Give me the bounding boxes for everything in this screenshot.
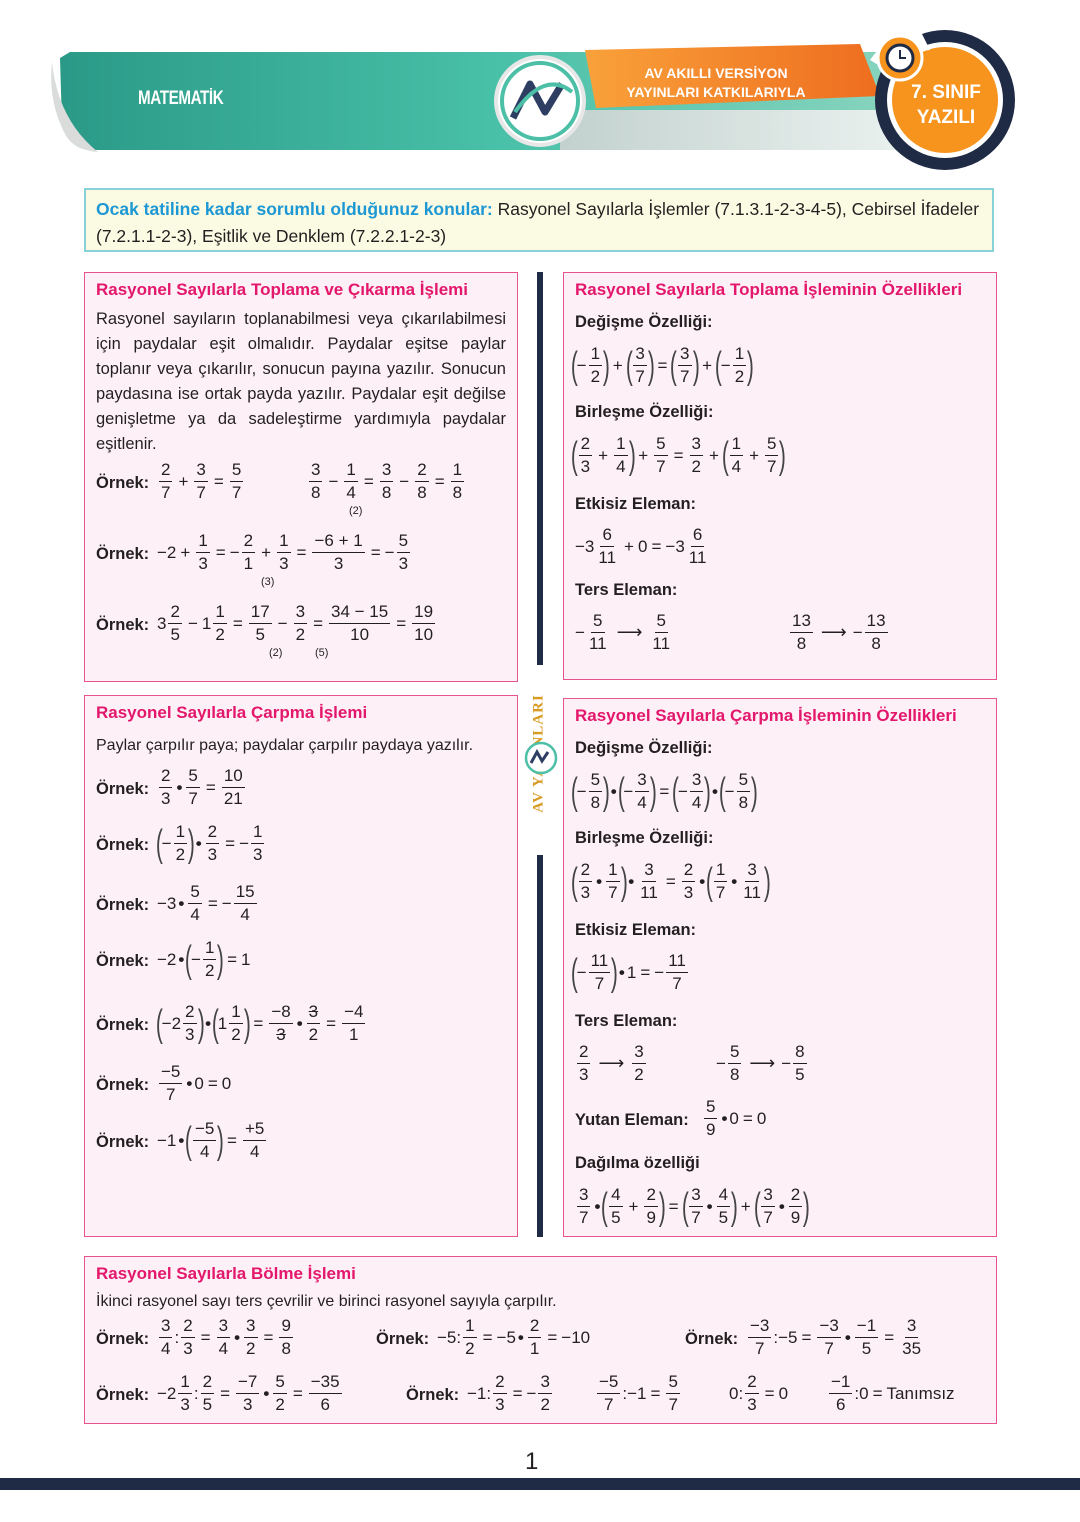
side-logo-icon xyxy=(524,741,558,775)
property-formula: − $\frac{5}{11}$ ⟶ 5 11 xyxy=(575,611,671,653)
example-label: Örnek: xyxy=(96,896,150,914)
page-number: 1 xyxy=(525,1448,539,1475)
publisher-line1: AV AKILLI VERSİYON xyxy=(644,65,788,81)
example-label: Örnek: xyxy=(96,836,150,854)
property-label: Etkisiz Eleman: xyxy=(575,921,697,939)
publisher-line2: YAYINLARI KATKILARIYLA xyxy=(626,84,806,100)
property-formula: 5 9 • 0 = 0 xyxy=(706,1097,767,1139)
grade-line2: YAZILI xyxy=(916,107,976,128)
section-mult xyxy=(84,695,518,1237)
example-formula: −1 : $\frac{2}{3}$ = − $\frac{3}{2}$ xyxy=(467,1372,550,1414)
section-body: Rasyonel sayıların toplanabilmesi veya çıkarılabilmesi için paydalar eşit olmalıdır. Paydalar eşitse paylar toplanır veya çıkarılır, sonucun payına yazılır. Sonucun paydasına ise ortak payda yazılır. Paydalar eşit değilse genişletme ya da sadeleştirme yardımıyla paydalar eşitlenir. xyxy=(96,310,506,453)
property-label: Dağılma özelliği xyxy=(575,1154,700,1172)
section-mult-props xyxy=(563,698,997,1237)
example-label: Örnek: xyxy=(376,1330,430,1348)
property-formula: 3 7 • ( 4 5 + $\frac{2}{9}$ ) = ( 3 7 • 4 5 ) + ( 3 7 • 2 9 ) xyxy=(579,1185,811,1228)
property-formula: ( 2 3 • 1 7 ) • $\frac{3}{11}$ = $\frac{2}{3}$ • ( 1 7 • 3 11 ) xyxy=(570,860,771,903)
property-label: Birleşme Özelliği: xyxy=(575,829,714,847)
example-formula: −3 7 : −5 = $\frac{-3}{7}$ • $\frac{-1}{5}$ = $\frac{3}{35}$ xyxy=(750,1316,922,1358)
side-brand xyxy=(520,665,560,855)
section-add-sub xyxy=(84,272,518,682)
section-div xyxy=(84,1256,997,1424)
topics-lead: Ocak tatiline kadar sorumlu olduğunuz konular: xyxy=(96,199,493,219)
example-label: Örnek: xyxy=(406,1386,460,1404)
example-formula: 0 : $\frac{2}{3}$ = 0 xyxy=(729,1372,789,1414)
expansion-note: (3) xyxy=(261,576,275,588)
example-formula: 2 3 • $\frac{5}{7}$ = $\frac{10}{21}$ xyxy=(161,766,243,808)
undefined-word: Tanımsız xyxy=(886,1383,955,1403)
section-body: İkinci rasyonel sayı ters çevrilir ve birinci rasyonel sayıyla çarpılır. xyxy=(96,1293,557,1310)
example-formula: −2 • ( − $\frac{1}{2}$ ) = 1 xyxy=(157,938,251,981)
property-formula: ( − $\frac{1}{2}$ ) + ( 3 7 ) = ( 3 7 ) + ( − $\frac{1}{2}$ ) xyxy=(570,344,754,387)
property-label: Değişme Özelliği: xyxy=(575,739,713,757)
example-label: Örnek: xyxy=(96,1386,150,1404)
grade-badge xyxy=(898,80,994,130)
expansion-note: (2) xyxy=(269,647,283,659)
grade-line1: 7. SINIF xyxy=(911,82,981,103)
example-label: Örnek: xyxy=(96,616,150,634)
example-label: Örnek: xyxy=(96,1016,150,1034)
example-formula: −5 7 • 0 = 0 xyxy=(161,1062,232,1104)
example-formula: −1 • ( −5 4 ) = $\frac{+5}{4}$ xyxy=(157,1119,265,1162)
example-formula: 3 2 5 − 1 $\frac{1}{2}$ = $\frac{17}{5}$ − $\frac{3}{2}$ = $\frac{34 - 15}{10}$ = $\frac{19}{10}$ xyxy=(157,602,434,644)
property-formula: ( 2 3 + $\frac{1}{4}$ ) + $\frac{5}{7}$ = $\frac{3}{2}$ + ( 1 4 + $\frac{5}{7}$ ) xyxy=(570,434,787,477)
example-formula: −1 6 : 0 = Tanımsız xyxy=(831,1372,955,1414)
subject-label: MATEMATİK xyxy=(138,88,224,109)
example-formula: −2 + $\frac{1}{3}$ = − $\frac{2}{1}$ + $\frac{1}{3}$ = $\frac{-6 + 1}{3}$ = − $\frac{5}{3}$ xyxy=(157,531,409,573)
property-formula: ( − $\frac{5}{8}$ ) • ( − $\frac{3}{4}$ ) = ( − $\frac{3}{4}$ ) • ( − $\frac{5}{8}$ ) xyxy=(570,770,758,813)
property-label: Değişme Özelliği: xyxy=(575,313,713,331)
property-label: Birleşme Özelliği: xyxy=(575,403,714,421)
example-label: Örnek: xyxy=(96,952,150,970)
example-formula: ( − $\frac{1}{2}$ ) • $\frac{2}{3}$ = − $\frac{1}{3}$ xyxy=(155,822,263,865)
footer-bar xyxy=(0,1478,1080,1490)
property-label: Yutan Eleman: xyxy=(575,1111,689,1129)
example-formula: ( −2 2 3 ) • ( 1 1 2 ) = $\frac{-8}{3}$ • $\frac{3}{2}$ = $\frac{-4}{1}$ xyxy=(155,1002,364,1045)
example-formula: −2 1 3 : $\frac{2}{5}$ = $\frac{-7}{3}$ • $\frac{5}{2}$ = $\frac{-35}{6}$ xyxy=(157,1372,340,1414)
section-body: Paylar çarpılır paya; paydalar çarpılır paydaya yazılır. xyxy=(96,737,474,754)
topics-box xyxy=(84,188,994,252)
property-label: Ters Eleman: xyxy=(575,581,678,599)
section-title: Rasyonel Sayılarla Çarpma İşlemi xyxy=(96,703,368,722)
example-formula: −5 : $\frac{1}{2}$ = −5 • $\frac{2}{1}$ = −10 xyxy=(437,1316,591,1358)
section-add-props xyxy=(563,272,997,680)
example-label: Örnek: xyxy=(96,780,150,798)
expansion-note: (5) xyxy=(315,647,329,659)
property-label: Etkisiz Eleman: xyxy=(575,495,697,513)
property-formula: 13 8 ⟶ − $\frac{13}{8}$ xyxy=(792,611,886,653)
property-label: Ters Eleman: xyxy=(575,1012,678,1030)
topics-text: Rasyonel Sayılarla İşlemler (7.1.3.1-2-3-4-5), Cebirsel İfadeler (7.2.1.1-2-3), Eşitlik ve Denklem (7.2.2.1-2-3) xyxy=(96,199,980,246)
property-formula: ( − $\frac{11}{7}$ ) • 1 = − $\frac{11}{7}$ xyxy=(570,951,686,994)
example-formula: −3 • $\frac{5}{4}$ = − $\frac{15}{4}$ xyxy=(157,882,255,924)
example-label: Örnek: xyxy=(96,1076,150,1094)
publisher-text xyxy=(596,64,836,102)
section-title: Rasyonel Sayılarla Toplama İşleminin Özellikleri xyxy=(575,280,963,299)
property-formula: 2 3 ⟶ 3 2 xyxy=(579,1042,644,1084)
property-formula: − $\frac{5}{8}$ ⟶ − $\frac{8}{5}$ xyxy=(716,1042,805,1084)
example-label: Örnek: xyxy=(96,1330,150,1348)
example-formula: −5 7 : −1 = $\frac{5}{7}$ xyxy=(599,1372,678,1414)
section-title: Rasyonel Sayılarla Toplama ve Çıkarma İşlemi xyxy=(96,280,468,299)
example-formula: 3 4 : $\frac{2}{3}$ = $\frac{3}{4}$ • $\frac{3}{2}$ = $\frac{9}{8}$ xyxy=(161,1316,291,1358)
example-formula: 3 8 − $\frac{1}{4}$ = $\frac{3}{8}$ − $\frac{2}{8}$ = $\frac{1}{8}$ xyxy=(311,460,463,502)
example-formula: 2 7 + $\frac{3}{7}$ = $\frac{5}{7}$ xyxy=(161,460,242,502)
example-label: Örnek: xyxy=(96,545,150,563)
section-title: Rasyonel Sayılarla Çarpma İşleminin Özellikleri xyxy=(575,706,957,725)
section-title: Rasyonel Sayılarla Bölme İşlemi xyxy=(96,1264,356,1283)
example-label: Örnek: xyxy=(685,1330,739,1348)
property-formula: −3 6 11 + 0 = −3 6 11 xyxy=(575,525,707,567)
example-label: Örnek: xyxy=(96,474,150,492)
example-label: Örnek: xyxy=(96,1133,150,1151)
expansion-note: (2) xyxy=(349,505,363,517)
